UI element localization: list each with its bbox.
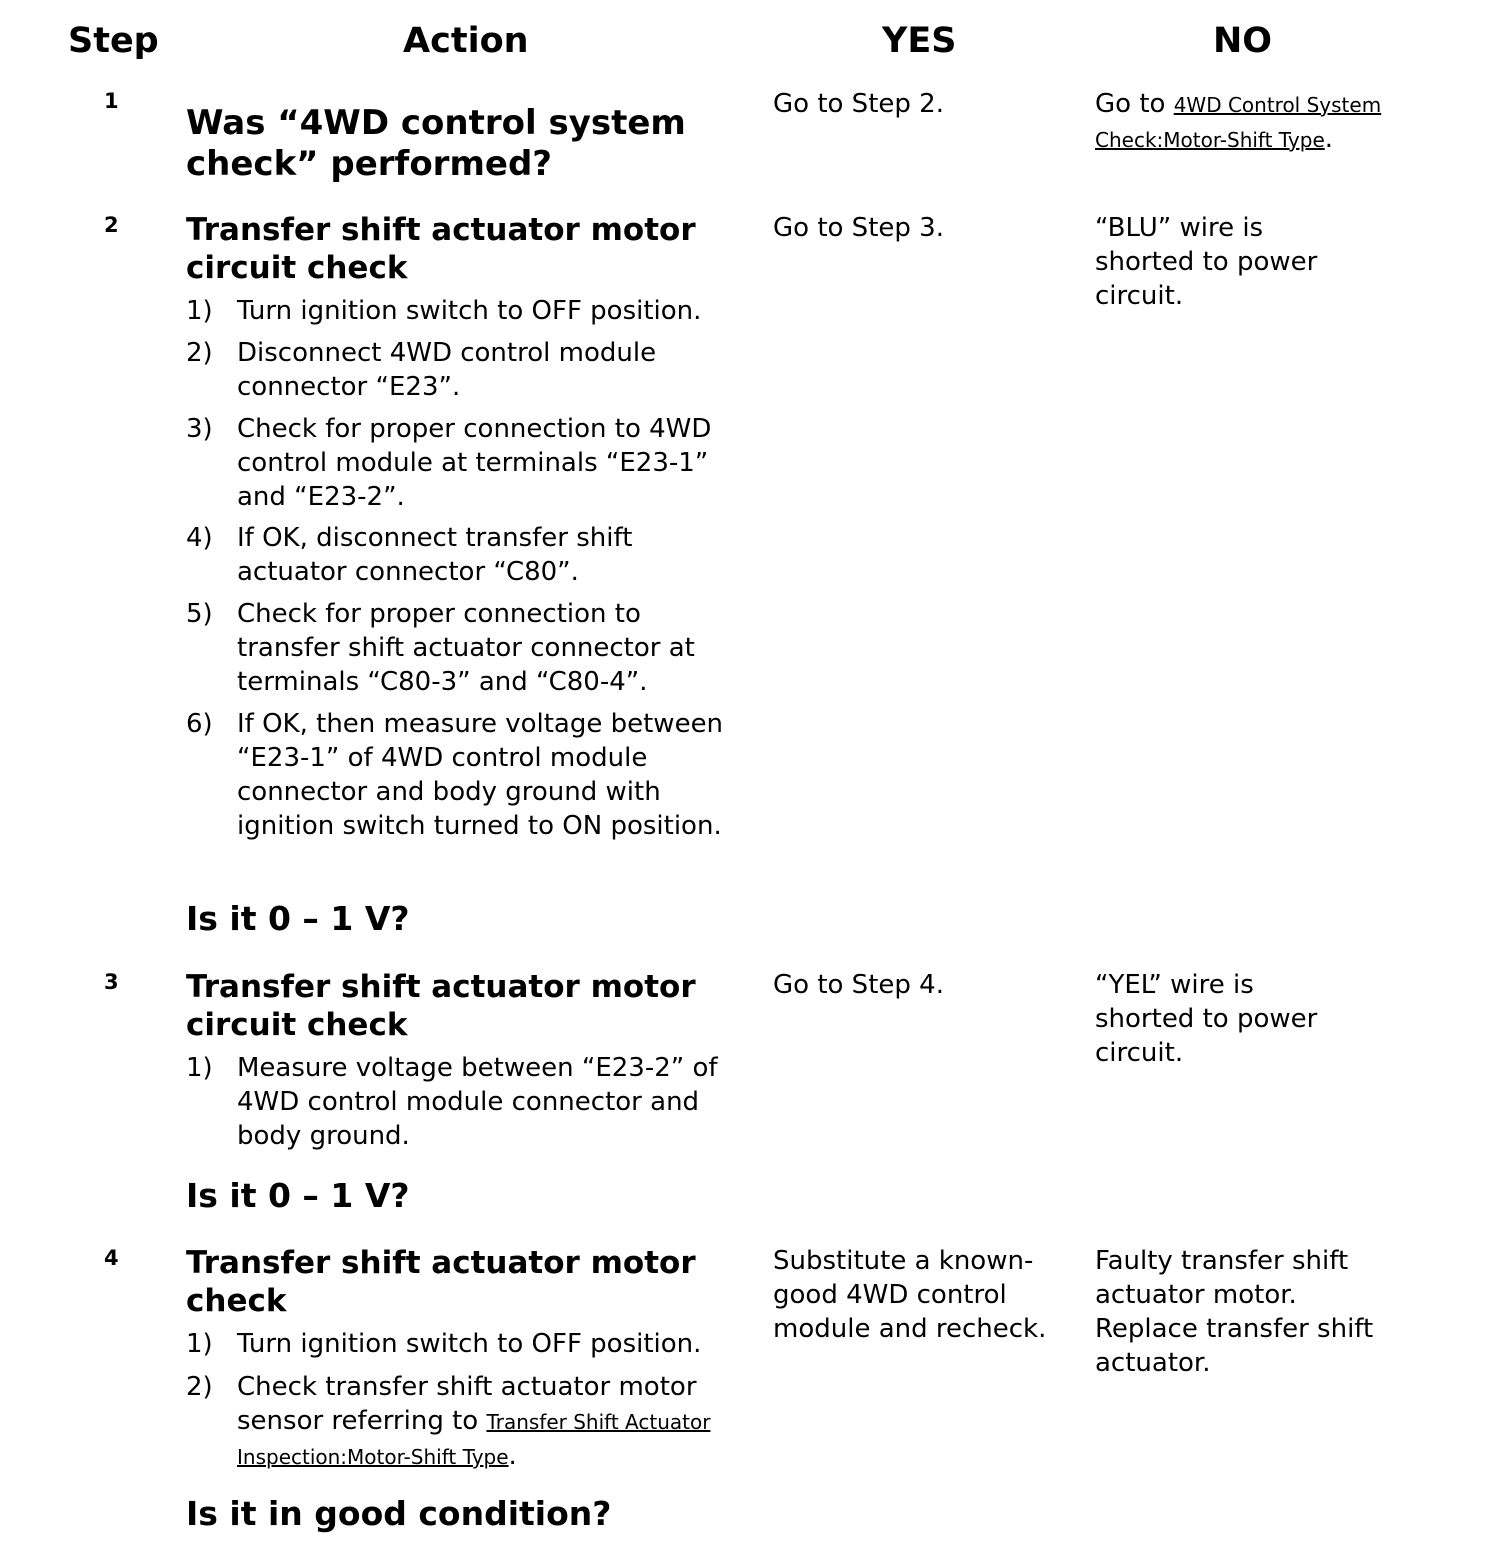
- step-1-no-prefix: Go to: [1095, 89, 1174, 119]
- step-1-no-suffix: .: [1324, 124, 1334, 154]
- step-2-yes: Go to Step 3.: [773, 213, 944, 243]
- step-3-item-1-num: 1): [186, 1053, 213, 1083]
- step-3-item-1-text: Measure voltage between “E23-2” of 4WD control module connector and body ground.: [237, 1053, 718, 1151]
- step-4-item-2-num: 2): [186, 1372, 213, 1402]
- step-2-item-2: [186, 336, 761, 404]
- step-1-title: Was “4WD control system check” performed?: [186, 103, 686, 184]
- step-2-item-5: [186, 597, 761, 699]
- step-2-item-2-text: Disconnect 4WD control module connector “E23”.: [237, 338, 657, 402]
- step-2-question: Is it 0 – 1 V?: [186, 899, 410, 938]
- step-4-title: Transfer shift actuator motor check: [186, 1245, 696, 1319]
- step-4-number: 4: [104, 1246, 119, 1270]
- step-2-title: Transfer shift actuator motor circuit check: [186, 212, 696, 286]
- step-3-title: Transfer shift actuator motor circuit check: [186, 969, 696, 1043]
- step-2-item-1: [186, 294, 761, 328]
- step-2-item-6-text: If OK, then measure voltage between “E23-1” of 4WD control module connector and body ground with ignition switch turned to ON position.: [237, 709, 724, 841]
- step-2-item-2-num: 2): [186, 338, 213, 368]
- step-3-number: 3: [104, 970, 119, 994]
- step-3-question: Is it 0 – 1 V?: [186, 1176, 410, 1215]
- step-3-no: “YEL” wire is shorted to power circuit.: [1095, 970, 1318, 1068]
- step-4-item-2-link[interactable]: Transfer Shift Actuator Inspection:Motor-Shift Type: [237, 1410, 711, 1469]
- step-2-item-4-text: If OK, disconnect transfer shift actuator connector “C80”.: [237, 523, 633, 587]
- step-2-item-6-num: 6): [186, 709, 213, 739]
- step-1-number: 1: [104, 89, 119, 113]
- step-4-item-2: [186, 1370, 761, 1474]
- step-2-no: “BLU” wire is shorted to power circuit.: [1095, 213, 1318, 311]
- header-no: NO: [1213, 21, 1273, 61]
- step-2-item-3: [186, 412, 761, 514]
- step-4-question: Is it in good condition?: [186, 1494, 612, 1533]
- step-4-item-1: [186, 1327, 761, 1361]
- step-2-number: 2: [104, 213, 119, 237]
- step-2-item-3-text: Check for proper connection to 4WD control module at terminals “E23-1” and “E23-2”.: [237, 414, 712, 512]
- step-1-no-link[interactable]: 4WD Control System Check:Motor-Shift Type: [1095, 93, 1382, 152]
- step-4-no: Faulty transfer shift actuator motor. Replace transfer shift actuator.: [1095, 1246, 1374, 1378]
- step-4-item-2-prefix: Check transfer shift actuator motor sensor referring to: [237, 1372, 697, 1436]
- step-2-item-1-text: Turn ignition switch to OFF position.: [237, 296, 702, 326]
- header-action: Action: [403, 21, 529, 61]
- header-yes: YES: [882, 21, 957, 61]
- step-2-item-6: [186, 707, 761, 843]
- step-2-item-3-num: 3): [186, 414, 213, 444]
- step-3-item-1: [186, 1051, 761, 1153]
- step-2-item-1-num: 1): [186, 296, 213, 326]
- step-2-item-5-text: Check for proper connection to transfer shift actuator connector at terminals “C80-3” and “C80-4”.: [237, 599, 695, 697]
- step-2-item-4-num: 4): [186, 523, 213, 553]
- step-2-item-4: [186, 521, 761, 589]
- step-4-item-2-suffix: .: [508, 1441, 517, 1471]
- step-2-item-5-num: 5): [186, 599, 213, 629]
- step-4-item-1-num: 1): [186, 1329, 213, 1359]
- header-step: Step: [68, 21, 159, 61]
- step-1-no: [1095, 87, 1395, 157]
- step-1-yes: Go to Step 2.: [773, 89, 944, 119]
- step-4-yes: Substitute a known-good 4WD control module and recheck.: [773, 1246, 1047, 1344]
- step-4-item-1-text: Turn ignition switch to OFF position.: [237, 1329, 702, 1359]
- step-4-item-2-text: [237, 1370, 747, 1474]
- step-3-yes: Go to Step 4.: [773, 970, 944, 1000]
